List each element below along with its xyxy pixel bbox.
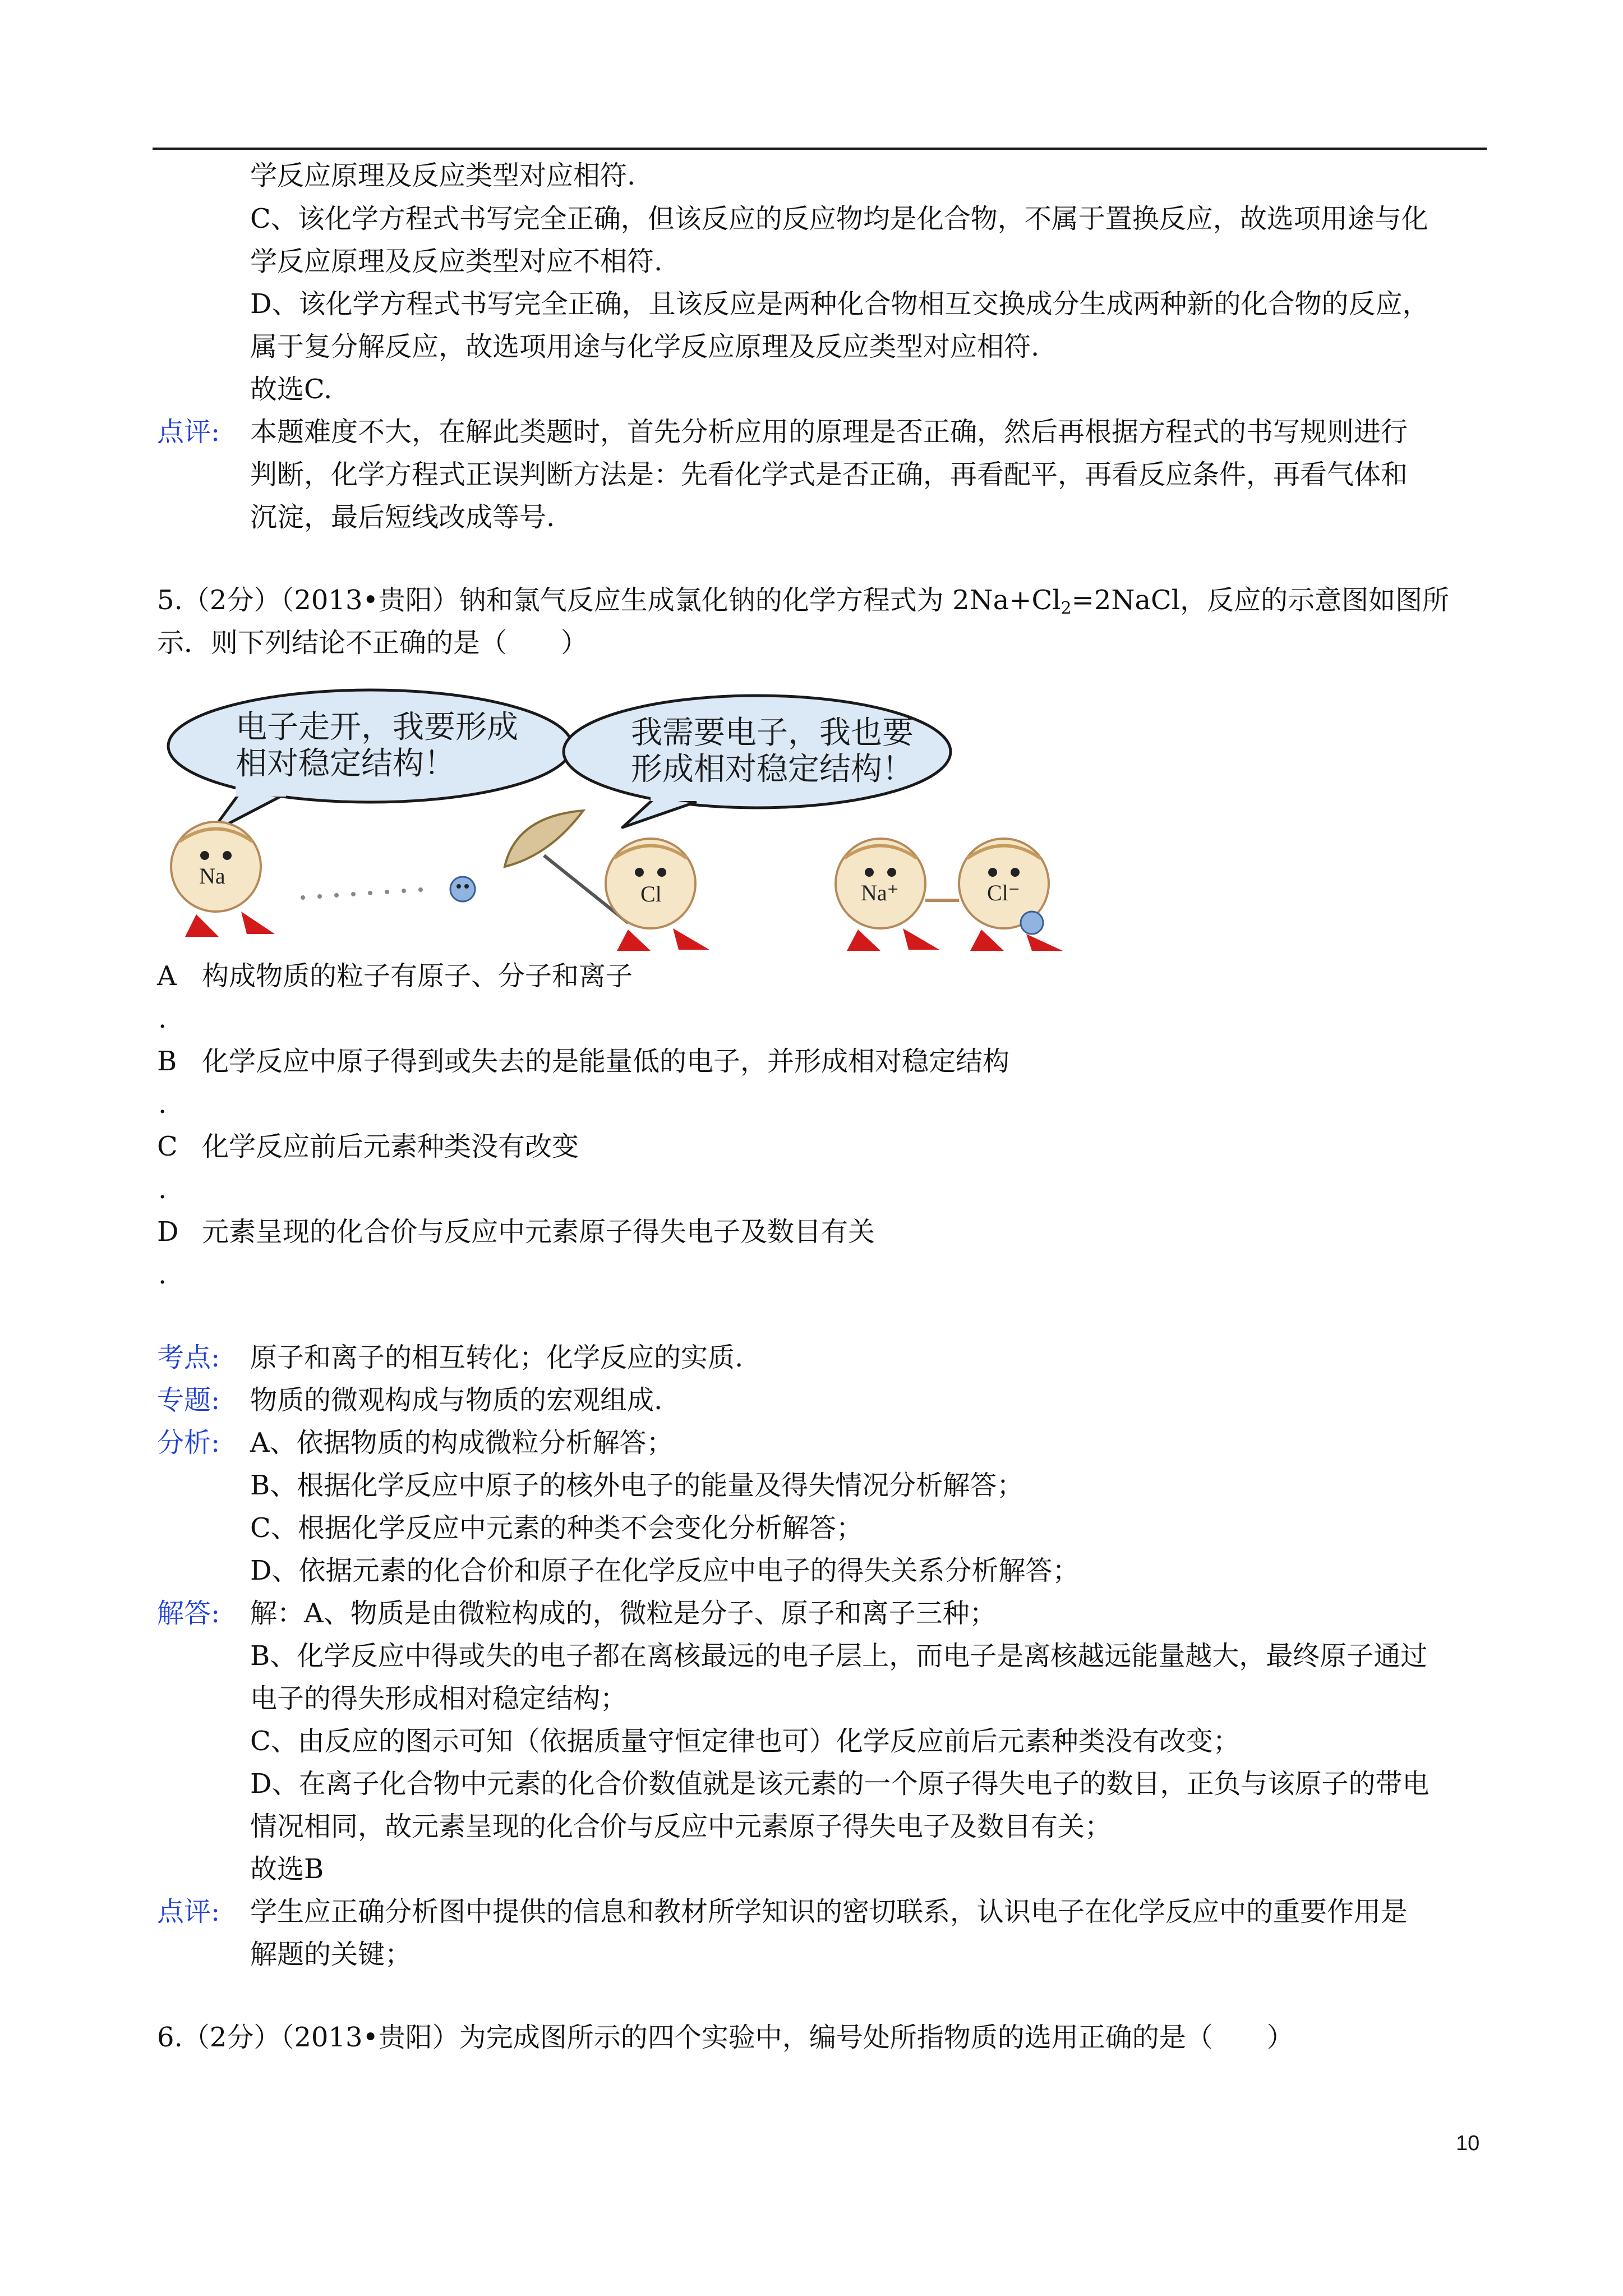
dianping-line: 学生应正确分析图中提供的信息和教材所学知识的密切联系，认识电子在化学反应中的重要作用是 [250, 1896, 1408, 1927]
jieda-line: C、由反应的图示可知（依据质量守恒定律也可）化学反应前后元素种类没有改变； [250, 1726, 1240, 1757]
header-rule [153, 148, 1487, 150]
zhuanti-label: 专题: [157, 1384, 220, 1416]
option-c-dot: . [158, 1174, 167, 1205]
zhuanti-text: 物质的微观构成与物质的宏观组成. [250, 1384, 663, 1416]
svg-text:我需要电子，我也要: 我需要电子，我也要 [631, 715, 914, 751]
prev-answer-line: 故选C. [250, 374, 333, 405]
jieda-line: D、在离子化合物中元素的化合价数值就是该元素的一个原子得失电子的数目，正负与该原子的带电 [250, 1768, 1430, 1800]
speech-bubble-cl [564, 696, 951, 827]
option-c-letter: C [157, 1131, 178, 1162]
svg-text:Cl⁻: Cl⁻ [987, 880, 1020, 905]
question-6-stem: 6.（2分）（2013•贵阳）为完成图所示的四个实验中，编号处所指物质的选用正确的是（ ） [157, 2022, 1294, 2053]
svg-text:Na⁺: Na⁺ [861, 880, 899, 905]
svg-text:形成相对稳定结构！: 形成相对稳定结构！ [631, 751, 914, 788]
svg-text:相对稳定结构！: 相对稳定结构！ [236, 746, 455, 782]
prev-answer-line: 学反应原理及反应类型对应相符. [250, 160, 636, 191]
fenxi-line: B、根据化学反应中原子的核外电子的能量及得失情况分析解答； [250, 1470, 1024, 1501]
jieda-line: 电子的得失形成相对稳定结构； [250, 1683, 628, 1714]
jieda-line: 故选B [250, 1853, 324, 1885]
option-a-text: 构成物质的粒子有原子、分子和离子 [202, 960, 633, 992]
fenxi-line: C、根据化学反应中元素的种类不会变化分析解答； [250, 1512, 863, 1544]
jieda-line: 解：A、物质是由微粒构成的，微粒是分子、原子和离子三种； [250, 1598, 997, 1629]
electron-icon [450, 877, 475, 901]
option-d-dot: . [158, 1259, 167, 1290]
page-number: 10 [1456, 2132, 1480, 2155]
svg-text:Na: Na [199, 863, 225, 889]
prev-answer-line: C、该化学方程式书写完全正确，但该反应的反应物均是化合物，不属于置换反应，故选项用途与化 [250, 203, 1428, 234]
reaction-cartoon-figure [157, 687, 1110, 954]
prev-answer-line: 属于复分解反应，故选项用途与化学反应原理及反应类型对应相符. [250, 331, 1040, 362]
dianping-line: 解题的关键； [250, 1939, 412, 1970]
fenxi-line: D、依据元素的化合价和原子在化学反应中电子的得失关系分析解答； [250, 1555, 1080, 1586]
option-b-letter: B [157, 1046, 177, 1077]
fenxi-line: A、依据物质的构成微粒分析解答； [250, 1427, 674, 1458]
sodium-atom-character [171, 822, 275, 937]
review-line: 本题难度不大，在解此类题时，首先分析应用的原理是否正确，然后再根据方程式的书写规则进行 [250, 416, 1408, 448]
fenxi-label: 分析: [157, 1427, 220, 1458]
dianping-label: 点评: [157, 1896, 220, 1927]
chlorine-atom-character [606, 839, 709, 951]
speech-bubble-na [168, 690, 572, 833]
review-line: 沉淀，最后短线改成等号. [250, 501, 555, 533]
question-5-stem-line2: 示．则下列结论不正确的是（ ） [157, 627, 588, 659]
option-d-letter: D [157, 1216, 179, 1248]
sodium-ion-character [836, 839, 939, 951]
svg-text:Cl: Cl [640, 881, 662, 907]
jieda-label: 解答: [157, 1598, 220, 1629]
option-a-dot: . [158, 1003, 167, 1034]
kaodian-text: 原子和离子的相互转化；化学反应的实质. [250, 1342, 744, 1373]
question-5-stem-line1: 5.（2分）（2013•贵阳）钠和氯气反应生成氯化钠的化学方程式为 $2Na+Cl_2=2NaCl$，反应的示意图如图所 [157, 585, 1450, 618]
chloride-ion-character [925, 839, 1063, 951]
jieda-line: B、化学反应中得或失的电子都在离核最远的电子层上，而电子是离核越远能量越大，最终原子通过 [250, 1640, 1428, 1672]
svg-text:电子走开，我要形成: 电子走开，我要形成 [236, 709, 518, 746]
prev-answer-line: D、该化学方程式书写完全正确，且该反应是两种化合物相互交换成分生成两种新的化合物的反应， [250, 288, 1430, 320]
option-b-dot: . [158, 1088, 167, 1120]
option-d-text: 元素呈现的化合价与反应中元素原子得失电子及数目有关 [202, 1216, 875, 1248]
jieda-line: 情况相同，故元素呈现的化合价与反应中元素原子得失电子及数目有关； [250, 1811, 1112, 1842]
electron-motion-trail [301, 887, 423, 900]
option-a-letter: A [157, 960, 177, 992]
option-c-text: 化学反应前后元素种类没有改变 [202, 1131, 579, 1162]
review-line: 判断，化学方程式正误判断方法是：先看化学式是否正确，再看配平，再看反应条件，再看气体和 [250, 459, 1408, 490]
kaodian-label: 考点: [157, 1342, 220, 1373]
option-b-text: 化学反应中原子得到或失去的是能量低的电子，并形成相对稳定结构 [202, 1046, 1010, 1077]
prev-answer-line: 学反应原理及反应类型对应不相符. [250, 246, 663, 277]
review-label: 点评: [157, 416, 220, 448]
